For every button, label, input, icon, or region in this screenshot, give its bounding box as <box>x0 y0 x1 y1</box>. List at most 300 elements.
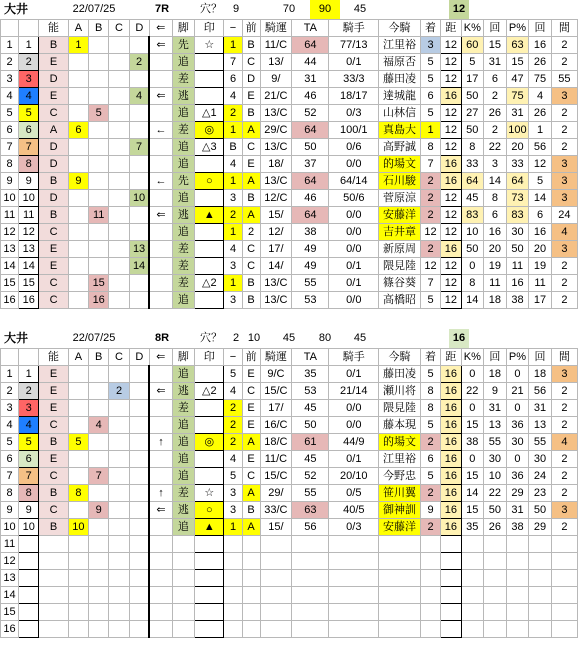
mark-cell[interactable] <box>195 604 224 621</box>
rank-c <box>109 468 129 485</box>
mark-cell[interactable]: ▲ <box>195 207 224 224</box>
table-row <box>1 604 578 621</box>
p-times: 56 <box>529 139 552 156</box>
column-header: 能 <box>39 349 68 366</box>
interval: 2 <box>551 485 577 502</box>
jockey-luck: 13/C <box>260 105 292 122</box>
p-times <box>529 587 552 604</box>
column-header: P% <box>506 349 529 366</box>
minus-value: 1 <box>224 173 242 190</box>
rank-d <box>129 536 149 553</box>
p-times: 11 <box>529 275 552 292</box>
running-style: 逃 <box>172 502 195 519</box>
current-jockey: 江里裕 <box>379 37 421 54</box>
table-row <box>1 553 578 570</box>
mark-cell[interactable]: ○ <box>195 173 224 190</box>
row-number: 10 <box>1 190 19 207</box>
table-row <box>1 383 578 400</box>
current-jockey: 高橋昭 <box>379 292 421 309</box>
column-header: ⇐ <box>149 20 172 37</box>
jockey-luck: 17/ <box>260 400 292 417</box>
gate-number: 2 <box>19 383 39 400</box>
current-jockey: 藤田凌 <box>379 366 421 383</box>
header-blank <box>19 20 39 37</box>
current-jockey: 瀬川将 <box>379 383 421 400</box>
k-percent: 60 <box>461 37 484 54</box>
minus-value: 4 <box>224 383 242 400</box>
jockey-luck: 11/C <box>260 37 292 54</box>
move-arrow <box>149 400 172 417</box>
p-times: 29 <box>529 519 552 536</box>
ta-score: 55 <box>292 485 329 502</box>
race-date: 22/07/25 <box>72 332 116 344</box>
jockey-luck <box>260 570 292 587</box>
finish-cell <box>420 604 440 621</box>
mark-cell[interactable] <box>195 71 224 88</box>
ability-rank <box>39 553 68 570</box>
column-header: D <box>129 20 149 37</box>
current-jockey: 隈見陸 <box>379 400 421 417</box>
running-style: 追 <box>172 417 195 434</box>
running-style <box>172 553 195 570</box>
mark-cell[interactable] <box>195 587 224 604</box>
table-row <box>1 88 578 105</box>
current-jockey: 的場文 <box>379 156 421 173</box>
rank-b <box>89 451 109 468</box>
rank-d <box>129 570 149 587</box>
mark-cell[interactable]: ☆ <box>195 37 224 54</box>
ta-score: 63 <box>292 502 329 519</box>
move-arrow <box>149 553 172 570</box>
running-style: 追 <box>172 292 195 309</box>
row-number: 13 <box>1 570 19 587</box>
header-value-2: 45 <box>282 332 296 344</box>
minus-value: 5 <box>224 366 242 383</box>
k-percent: 50 <box>461 241 484 258</box>
running-style: 差 <box>172 275 195 292</box>
finish-cell: 2 <box>420 485 440 502</box>
rank-c <box>109 275 129 292</box>
rank-c <box>109 417 129 434</box>
minus-value <box>224 536 242 553</box>
k-percent: 0 <box>461 366 484 383</box>
mark-cell[interactable]: △3 <box>195 139 224 156</box>
row-number: 9 <box>1 173 19 190</box>
row-number: 12 <box>1 553 19 570</box>
row-number: 5 <box>1 105 19 122</box>
column-header: 脚 <box>172 20 195 37</box>
k-times: 18 <box>484 292 507 309</box>
distance-cell: 16 <box>441 451 461 468</box>
column-header: K% <box>461 20 484 37</box>
rank-c <box>109 224 129 241</box>
finish-cell: 12 <box>420 224 440 241</box>
column-header-row <box>1 349 578 366</box>
prev-rank: A <box>242 122 260 139</box>
rank-c <box>109 451 129 468</box>
k-times: 50 <box>484 502 507 519</box>
jockey-luck: 18/ <box>260 156 292 173</box>
k-percent: 45 <box>461 190 484 207</box>
mark-cell[interactable] <box>195 241 224 258</box>
mark-cell[interactable]: ◎ <box>195 434 224 451</box>
distance-cell: 12 <box>441 105 461 122</box>
rank-b <box>89 400 109 417</box>
mark-cell[interactable] <box>195 190 224 207</box>
prev-rank: A <box>242 485 260 502</box>
distance-cell: 12 <box>441 54 461 71</box>
prev-rank: C <box>242 241 260 258</box>
minus-value <box>224 621 242 638</box>
rank-b <box>89 241 109 258</box>
mark-cell[interactable] <box>195 224 224 241</box>
column-header: 騎手 <box>329 349 379 366</box>
row-number: 3 <box>1 400 19 417</box>
gate-number <box>19 553 39 570</box>
gate-number: 8 <box>19 156 39 173</box>
ta-score <box>292 536 329 553</box>
ta-score: 61 <box>292 434 329 451</box>
rank-a <box>68 139 88 156</box>
current-jockey: 隈見陸 <box>379 258 421 275</box>
ability-rank <box>39 570 68 587</box>
interval: 2 <box>551 451 577 468</box>
move-arrow <box>149 536 172 553</box>
table-row <box>1 173 578 190</box>
mark-cell[interactable] <box>195 468 224 485</box>
ability-rank: E <box>39 451 68 468</box>
rank-d <box>129 366 149 383</box>
column-header: 今騎 <box>379 349 421 366</box>
k-times <box>484 621 507 638</box>
p-times: 14 <box>529 190 552 207</box>
jockey-stats: 0/5 <box>329 485 379 502</box>
ability-rank: B <box>39 519 68 536</box>
rank-c <box>109 54 129 71</box>
minus-value <box>224 570 242 587</box>
k-times <box>484 553 507 570</box>
p-times: 55 <box>529 434 552 451</box>
ability-rank: E <box>39 366 68 383</box>
running-style: 追 <box>172 139 195 156</box>
prev-rank: 2 <box>242 224 260 241</box>
jockey-stats <box>329 621 379 638</box>
rank-c <box>109 207 129 224</box>
gate-number: 16 <box>19 292 39 309</box>
distance-cell: 16 <box>441 156 461 173</box>
move-arrow <box>149 54 172 71</box>
k-percent <box>461 536 484 553</box>
rank-a <box>68 587 88 604</box>
mark-cell[interactable] <box>195 417 224 434</box>
running-style: 追 <box>172 224 195 241</box>
p-percent <box>506 570 529 587</box>
k-percent: 83 <box>461 207 484 224</box>
header-value-1: 9 <box>232 3 240 15</box>
mark-cell[interactable]: ◎ <box>195 122 224 139</box>
column-header: 印 <box>195 20 224 37</box>
mark-cell[interactable]: △2 <box>195 383 224 400</box>
ta-score: 53 <box>292 383 329 400</box>
move-arrow: ⇐ <box>149 383 172 400</box>
column-header: B <box>89 20 109 37</box>
k-percent: 50 <box>461 88 484 105</box>
ta-score: 49 <box>292 241 329 258</box>
current-jockey <box>379 587 421 604</box>
table-row <box>1 37 578 54</box>
finish-cell: 9 <box>420 502 440 519</box>
finish-cell <box>420 536 440 553</box>
current-jockey <box>379 553 421 570</box>
interval <box>551 536 577 553</box>
p-percent: 30 <box>506 224 529 241</box>
gate-number <box>19 587 39 604</box>
gate-number: 1 <box>19 37 39 54</box>
rank-d <box>129 553 149 570</box>
interval: 2 <box>551 519 577 536</box>
interval: 2 <box>551 122 577 139</box>
ana-label: 穴？ <box>200 3 222 15</box>
header-blank <box>19 349 39 366</box>
k-percent: 8 <box>461 275 484 292</box>
move-arrow: ⇐ <box>149 502 172 519</box>
p-times: 23 <box>529 485 552 502</box>
rank-c: 2 <box>109 383 129 400</box>
current-jockey: 吉井章 <box>379 224 421 241</box>
row-number: 8 <box>1 156 19 173</box>
move-arrow <box>149 417 172 434</box>
k-times: 9 <box>484 383 507 400</box>
row-number: 15 <box>1 275 19 292</box>
running-style <box>172 587 195 604</box>
distance-cell: 16 <box>441 400 461 417</box>
column-header: A <box>68 349 88 366</box>
distance-cell: 16 <box>441 434 461 451</box>
rank-a <box>68 190 88 207</box>
p-times <box>529 536 552 553</box>
rank-a: 8 <box>68 485 88 502</box>
prev-rank: E <box>242 451 260 468</box>
k-percent: 33 <box>461 156 484 173</box>
rank-b <box>89 604 109 621</box>
header-blank <box>1 349 19 366</box>
rank-b <box>89 434 109 451</box>
row-number: 7 <box>1 468 19 485</box>
gate-number: 1 <box>19 366 39 383</box>
interval <box>551 570 577 587</box>
minus-value: 4 <box>224 156 242 173</box>
finish-cell: 5 <box>420 105 440 122</box>
finish-cell <box>420 587 440 604</box>
mark-cell[interactable] <box>195 88 224 105</box>
minus-value: 1 <box>224 224 242 241</box>
column-header: C <box>109 349 129 366</box>
column-header: 間 <box>551 20 577 37</box>
mark-cell[interactable] <box>195 366 224 383</box>
entries-table <box>0 348 578 638</box>
interval: 2 <box>551 54 577 71</box>
mark-cell[interactable] <box>195 553 224 570</box>
current-jockey: 今野忠 <box>379 468 421 485</box>
minus-value: 3 <box>224 485 242 502</box>
ta-score: 64 <box>292 122 329 139</box>
mark-cell[interactable] <box>195 258 224 275</box>
k-times: 22 <box>484 139 507 156</box>
row-number: 8 <box>1 485 19 502</box>
rank-b <box>89 173 109 190</box>
move-arrow <box>149 366 172 383</box>
gate-number: 4 <box>19 88 39 105</box>
entries-table <box>0 19 578 309</box>
mark-cell[interactable] <box>195 451 224 468</box>
finish-cell: 2 <box>420 241 440 258</box>
jockey-stats <box>329 553 379 570</box>
mark-cell[interactable]: ○ <box>195 502 224 519</box>
jockey-luck: 14/ <box>260 258 292 275</box>
mark-cell[interactable]: ☆ <box>195 485 224 502</box>
rank-b <box>89 54 109 71</box>
mark-cell[interactable] <box>195 54 224 71</box>
k-percent: 10 <box>461 224 484 241</box>
row-number: 2 <box>1 383 19 400</box>
move-arrow: ↑ <box>149 485 172 502</box>
finish-cell: 12 <box>420 258 440 275</box>
jockey-luck: 13/ <box>260 54 292 71</box>
rank-b: 15 <box>89 275 109 292</box>
distance-cell: 16 <box>441 88 461 105</box>
ta-score <box>292 553 329 570</box>
k-percent <box>461 587 484 604</box>
k-percent: 35 <box>461 519 484 536</box>
running-style: 追 <box>172 156 195 173</box>
mark-cell[interactable]: △2 <box>195 275 224 292</box>
interval <box>551 621 577 638</box>
p-times: 12 <box>529 156 552 173</box>
column-header: 回 <box>529 349 552 366</box>
row-number: 15 <box>1 604 19 621</box>
rank-c <box>109 553 129 570</box>
rank-c <box>109 292 129 309</box>
jockey-luck: 21/C <box>260 88 292 105</box>
ability-rank: D <box>39 190 68 207</box>
mark-cell[interactable] <box>195 400 224 417</box>
distance-cell: 12 <box>441 139 461 156</box>
rank-a: 6 <box>68 122 88 139</box>
ta-score: 45 <box>292 400 329 417</box>
mark-cell[interactable]: △1 <box>195 105 224 122</box>
finish-cell: 2 <box>420 190 440 207</box>
ability-rank: B <box>39 37 68 54</box>
finish-cell: 5 <box>420 468 440 485</box>
ability-rank <box>39 536 68 553</box>
rank-b <box>89 536 109 553</box>
rank-d <box>129 502 149 519</box>
column-header: 着 <box>420 20 440 37</box>
mark-cell[interactable] <box>195 292 224 309</box>
mark-cell[interactable] <box>195 536 224 553</box>
mark-cell[interactable] <box>195 570 224 587</box>
p-times: 31 <box>529 400 552 417</box>
column-header: 印 <box>195 349 224 366</box>
jockey-stats: 40/5 <box>329 502 379 519</box>
p-percent: 31 <box>506 502 529 519</box>
row-number: 13 <box>1 241 19 258</box>
prev-rank <box>242 587 260 604</box>
finish-cell: 7 <box>420 156 440 173</box>
running-style: 差 <box>172 258 195 275</box>
p-times <box>529 570 552 587</box>
rank-a <box>68 258 88 275</box>
rank-a <box>68 241 88 258</box>
rank-a <box>68 553 88 570</box>
k-times: 16 <box>484 224 507 241</box>
finish-cell <box>420 621 440 638</box>
distance-cell <box>441 553 461 570</box>
rank-a <box>68 105 88 122</box>
gate-number <box>19 604 39 621</box>
mark-cell[interactable] <box>195 621 224 638</box>
mark-cell[interactable]: ▲ <box>195 519 224 536</box>
current-jockey: 新原周 <box>379 241 421 258</box>
finish-cell: 2 <box>420 434 440 451</box>
k-times: 31 <box>484 400 507 417</box>
running-style: 追 <box>172 519 195 536</box>
minus-value: 2 <box>224 207 242 224</box>
row-number: 7 <box>1 139 19 156</box>
k-times: 3 <box>484 156 507 173</box>
header-value-2: 70 <box>282 3 296 15</box>
column-header: 騎運 <box>260 20 292 37</box>
rank-b <box>89 224 109 241</box>
rank-a <box>68 71 88 88</box>
distance-cell: 16 <box>441 383 461 400</box>
rank-d <box>129 122 149 139</box>
move-arrow <box>149 224 172 241</box>
rank-a: 9 <box>68 173 88 190</box>
rank-c <box>109 241 129 258</box>
p-times: 50 <box>529 502 552 519</box>
finish-cell: 8 <box>420 383 440 400</box>
move-arrow <box>149 451 172 468</box>
distance-cell: 16 <box>441 485 461 502</box>
finish-cell <box>420 570 440 587</box>
rank-b: 5 <box>89 105 109 122</box>
interval: 2 <box>551 275 577 292</box>
ta-score: 53 <box>292 292 329 309</box>
mark-cell[interactable] <box>195 156 224 173</box>
column-header: TA <box>292 349 329 366</box>
rank-c <box>109 400 129 417</box>
gate-number: 9 <box>19 173 39 190</box>
distance-cell <box>441 536 461 553</box>
gate-number: 6 <box>19 122 39 139</box>
distance-cell <box>441 587 461 604</box>
table-row <box>1 519 578 536</box>
running-style <box>172 536 195 553</box>
gate-number <box>19 536 39 553</box>
table-row <box>1 156 578 173</box>
rank-a <box>68 400 88 417</box>
table-row <box>1 502 578 519</box>
p-percent: 100 <box>506 122 529 139</box>
column-header: K% <box>461 349 484 366</box>
row-number: 6 <box>1 122 19 139</box>
interval <box>551 604 577 621</box>
race-sheet-8r <box>0 329 578 638</box>
rank-a: 10 <box>68 519 88 536</box>
move-arrow <box>149 587 172 604</box>
table-row <box>1 434 578 451</box>
